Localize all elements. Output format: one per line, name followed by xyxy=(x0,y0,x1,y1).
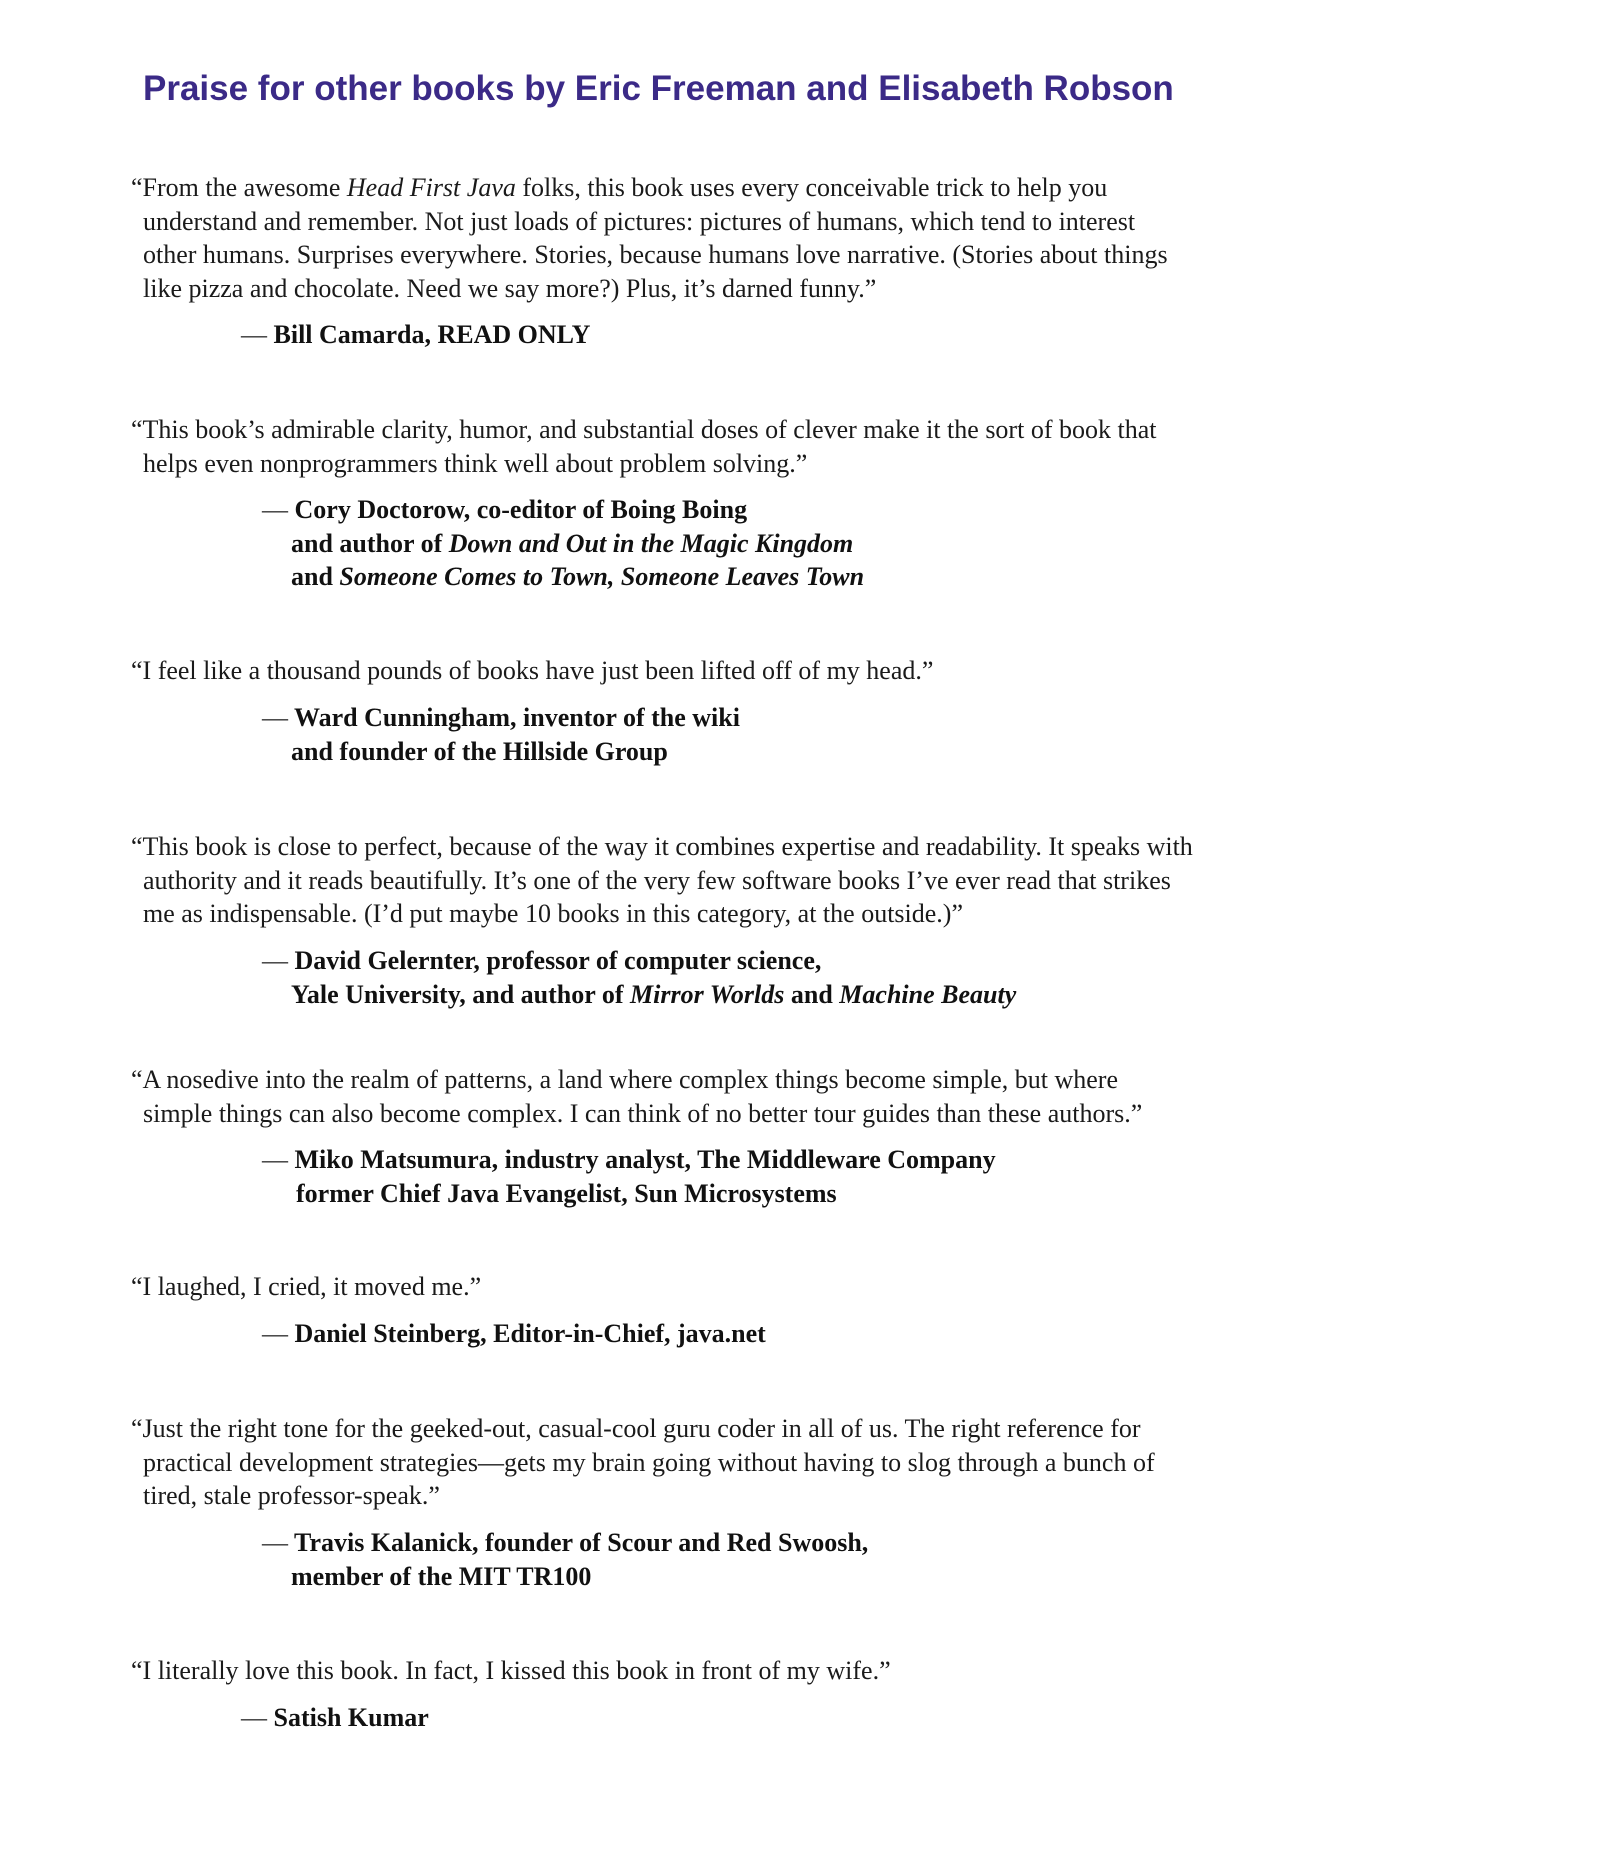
quote-line xyxy=(131,171,1291,205)
quote-line: tired, stale professor-speak.” xyxy=(143,1481,440,1510)
attribution-4 xyxy=(262,944,1016,1011)
attribution-3 xyxy=(262,701,740,768)
attribution-text: and author of xyxy=(291,528,449,558)
em-dash: — xyxy=(262,1319,288,1348)
attribution-name: Miko Matsumura, industry analyst, The Middleware Company xyxy=(294,1145,996,1174)
quote-text: folks, this book uses every conceivable trick to help you xyxy=(515,173,1108,202)
attribution-line xyxy=(262,1317,766,1351)
quote-line: “This book is close to perfect, because of the way it combines expertise and readability. It speaks with xyxy=(131,832,1193,861)
attribution-line xyxy=(241,1701,429,1735)
attribution-line: and founder of the Hillside Group xyxy=(291,736,668,766)
attribution-name: David Gelernter, professor of computer science, xyxy=(294,946,822,975)
quote-3 xyxy=(131,654,1291,688)
attribution-text: and xyxy=(784,979,840,1009)
attribution-line xyxy=(262,978,1016,1012)
quote-line: “I laughed, I cried, it moved me.” xyxy=(131,1272,482,1301)
quote-1 xyxy=(131,171,1291,305)
attribution-line: member of the MIT TR100 xyxy=(291,1561,592,1591)
attribution-name: Satish Kumar xyxy=(273,1703,429,1732)
attribution-2 xyxy=(262,493,864,594)
attribution-text: and xyxy=(291,562,340,591)
attribution-7 xyxy=(262,1526,868,1593)
attribution-1 xyxy=(241,318,590,352)
attribution-name: Daniel Steinberg, Editor-in-Chief, java.net xyxy=(294,1319,766,1348)
attribution-6 xyxy=(262,1317,766,1351)
attribution-line xyxy=(262,560,864,594)
em-dash: — xyxy=(262,1145,288,1174)
book-title: Down and Out in the Magic Kingdom xyxy=(448,528,854,558)
quote-2 xyxy=(131,413,1291,480)
attribution-name: Bill Camarda, READ ONLY xyxy=(273,320,591,349)
attribution-line xyxy=(262,944,1016,978)
attribution-8 xyxy=(241,1701,429,1735)
attribution-name: Ward Cunningham, inventor of the wiki xyxy=(294,703,740,732)
quote-line: like pizza and chocolate. Need we say more?) Plus, it’s darned funny.” xyxy=(143,273,877,303)
book-title: Mirror Worlds xyxy=(630,979,785,1009)
attribution-line xyxy=(262,527,864,561)
book-title: Head First Java xyxy=(346,173,516,202)
quote-text: “From the awesome xyxy=(131,173,347,202)
book-title: Machine Beauty xyxy=(839,979,1017,1009)
quote-line: “Just the right tone for the geeked-out, casual-cool guru coder in all of us. The right reference for xyxy=(131,1414,1141,1443)
attribution-text: Yale University, and author of xyxy=(291,979,630,1009)
quote-line: helps even nonprogrammers think well about problem solving.” xyxy=(143,448,808,478)
attribution-line: former Chief Java Evangelist, Sun Microsystems xyxy=(296,1178,837,1208)
attribution-line xyxy=(262,1526,868,1560)
em-dash: — xyxy=(262,495,288,524)
quote-line: me as indispensable. (I’d put maybe 10 books in this category, at the outside.)” xyxy=(143,899,964,928)
quote-5 xyxy=(131,1063,1291,1130)
attribution-name: Cory Doctorow, co-editor of Boing Boing xyxy=(294,495,748,524)
quote-6 xyxy=(131,1270,1291,1304)
quote-line: “A nosedive into the realm of patterns, a land where complex things become simple, but where xyxy=(131,1065,1118,1094)
quote-line: “This book’s admirable clarity, humor, and substantial doses of clever make it the sort of book that xyxy=(131,415,1157,444)
em-dash: — xyxy=(262,703,288,732)
quote-line: “I feel like a thousand pounds of books have just been lifted off of my head.” xyxy=(131,656,934,685)
em-dash: — xyxy=(241,1703,267,1732)
quote-line: authority and it reads beautifully. It’s one of the very few software books I’ve ever read that strikes xyxy=(143,865,1171,895)
attribution-line xyxy=(241,318,590,352)
quote-line: simple things can also become complex. I can think of no better tour guides than these authors.” xyxy=(143,1098,1143,1128)
attribution-5 xyxy=(262,1143,996,1210)
quote-line: practical development strategies—gets my brain going without having to slog through a bunch of xyxy=(143,1447,1155,1477)
quote-4 xyxy=(131,830,1291,931)
page-title: Praise for other books by Eric Freeman and Elisabeth Robson xyxy=(143,69,1174,108)
book-title: Someone Comes to Town, Someone Leaves Town xyxy=(339,562,865,591)
quote-7 xyxy=(131,1412,1291,1513)
quote-line: “I literally love this book. In fact, I kissed this book in front of my wife.” xyxy=(131,1656,891,1685)
attribution-line xyxy=(262,701,740,735)
attribution-line xyxy=(262,1143,996,1177)
em-dash: — xyxy=(262,946,288,975)
em-dash: — xyxy=(262,1528,288,1557)
attribution-name: Travis Kalanick, founder of Scour and Red Swoosh, xyxy=(294,1528,869,1557)
attribution-line xyxy=(262,493,864,527)
em-dash: — xyxy=(241,320,267,349)
quote-line: other humans. Surprises everywhere. Stories, because humans love narrative. (Stories about things xyxy=(143,240,1168,269)
quote-line: understand and remember. Not just loads of pictures: pictures of humans, which tend to interest xyxy=(143,206,1136,236)
quote-8 xyxy=(131,1654,1291,1688)
